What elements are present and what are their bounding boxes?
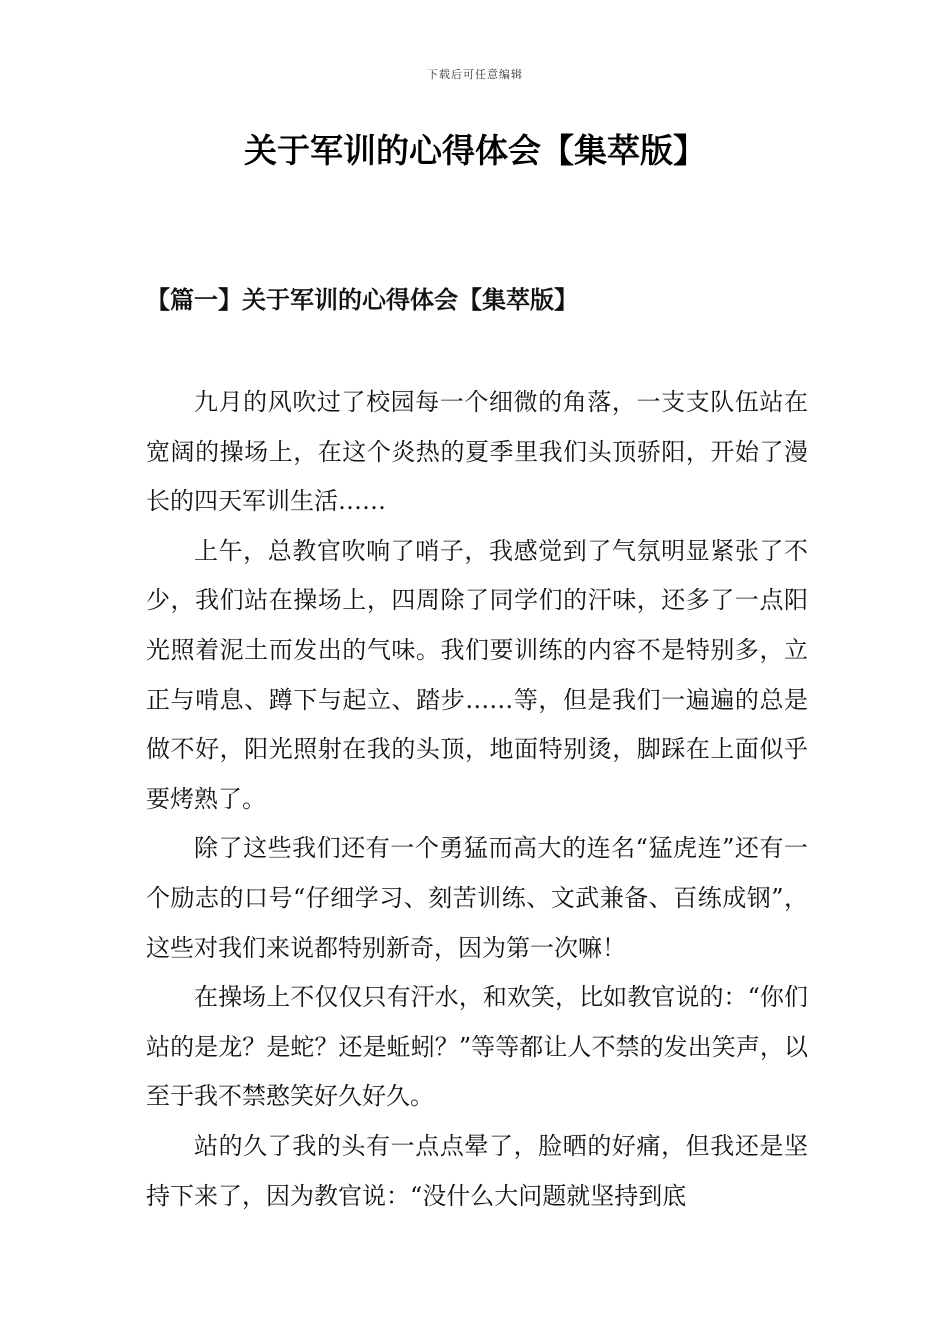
document-body xyxy=(146,378,808,1221)
document-title: 关于军训的心得体会【集萃版】 xyxy=(244,131,706,170)
header-note: 下载后可任意编辑 xyxy=(427,68,523,81)
body-paragraph: 在操场上不仅仅只有汗水，和欢笑，比如教官说的：“你们站的是龙？是蛇？还是蚯蚓？”等等都让人不禁的发出笑声，以至于我不禁憨笑好久好久。 xyxy=(146,983,808,1111)
body-paragraph: 上午，总教官吹响了哨子，我感觉到了气氛明显紧张了不少，我们站在操场上，四周除了同学们的汗味，还多了一点阳光照着泥土而发出的气味。我们要训练的内容不是特别多，立正与啃息、蹲下与起立、踏步……等，但是我们一遍遍的总是做不好，阳光照射在我的头顶，地面特别烫，脚踩在上面似乎要烤熟了。 xyxy=(146,536,808,813)
section-heading: 【篇一】关于军训的心得体会【集萃版】 xyxy=(146,285,578,314)
body-paragraph: 除了这些我们还有一个勇猛而高大的连名“猛虎连”还有一个励志的口号“仔细学习、刻苦训练、文武兼备、百练成钢”，这些对我们来说都特别新奇，因为第一次嘛！ xyxy=(146,834,808,962)
body-paragraph: 九月的风吹过了校园每一个细微的角落，一支支队伍站在宽阔的操场上，在这个炎热的夏季里我们头顶骄阳，开始了漫长的四天军训生活…… xyxy=(146,388,808,516)
body-paragraph: 站的久了我的头有一点点晕了，脸晒的好痛，但我还是坚持下来了，因为教官说：“没什么大问题就坚持到底 xyxy=(146,1131,808,1210)
